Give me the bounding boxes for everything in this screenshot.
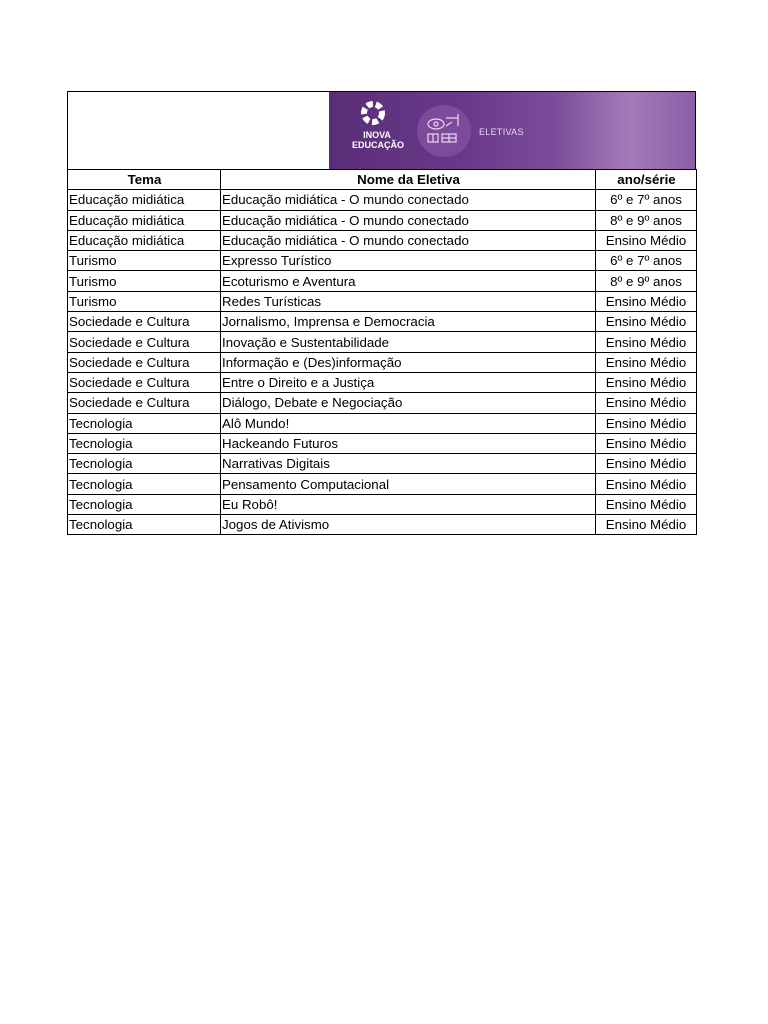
table-row [68,230,697,250]
spreadsheet [67,91,696,535]
inova-ring-icon [360,100,386,126]
cell-nome-da-eletiva: Inovação e Sustentabilidade [221,332,596,352]
cell-ano-serie: Ensino Médio [596,515,697,535]
table-row [68,393,697,413]
cell-ano-serie: Ensino Médio [596,474,697,494]
cell-tema: Educação midiática [68,210,221,230]
cell-ano-serie: Ensino Médio [596,332,697,352]
cell-nome-da-eletiva: Educação midiática - O mundo conectado [221,210,596,230]
table-row [68,271,697,291]
cell-nome-da-eletiva: Informação e (Des)informação [221,352,596,372]
cell-nome-da-eletiva: Diálogo, Debate e Negociação [221,393,596,413]
table-row [68,210,697,230]
cell-tema: Sociedade e Cultura [68,393,221,413]
cell-tema: Sociedade e Cultura [68,352,221,372]
cell-nome-da-eletiva: Ecoturismo e Aventura [221,271,596,291]
table-row [68,474,697,494]
cell-nome-da-eletiva: Educação midiática - O mundo conectado [221,190,596,210]
cell-ano-serie: Ensino Médio [596,352,697,372]
cell-tema: Turismo [68,251,221,271]
cell-nome-da-eletiva: Expresso Turístico [221,251,596,271]
cell-ano-serie: Ensino Médio [596,494,697,514]
table-row [68,372,697,392]
table-row [68,312,697,332]
cell-ano-serie: Ensino Médio [596,433,697,453]
table-row [68,494,697,514]
cell-tema: Sociedade e Cultura [68,332,221,352]
cell-tema: Sociedade e Cultura [68,312,221,332]
cell-nome-da-eletiva: Narrativas Digitais [221,454,596,474]
cell-nome-da-eletiva: Jogos de Ativismo [221,515,596,535]
cell-ano-serie: Ensino Médio [596,393,697,413]
cell-tema: Tecnologia [68,433,221,453]
table-body [68,190,697,535]
cell-nome-da-eletiva: Hackeando Futuros [221,433,596,453]
cell-ano-serie: 8º e 9º anos [596,210,697,230]
cell-tema: Tecnologia [68,413,221,433]
header-banner [67,91,696,169]
cell-tema: Sociedade e Cultura [68,372,221,392]
eletivas-drawing-icon [422,112,466,150]
cell-tema: Tecnologia [68,494,221,514]
eletivas-badge [417,105,471,157]
cell-tema: Educação midiática [68,190,221,210]
table-row [68,190,697,210]
logo-line-1: INOVA [363,130,391,140]
cell-ano-serie: Ensino Médio [596,372,697,392]
table-row [68,352,697,372]
cell-tema: Tecnologia [68,454,221,474]
header-tema: Tema [68,170,221,190]
header-ano-serie: ano/série [596,170,697,190]
cell-tema: Tecnologia [68,515,221,535]
eletivas-table [67,169,697,535]
cell-nome-da-eletiva: Educação midiática - O mundo conectado [221,230,596,250]
cell-ano-serie: Ensino Médio [596,454,697,474]
cell-nome-da-eletiva: Redes Turísticas [221,291,596,311]
cell-nome-da-eletiva: Entre o Direito e a Justiça [221,372,596,392]
eletivas-label: ELETIVAS [479,127,524,137]
cell-ano-serie: Ensino Médio [596,230,697,250]
table-row [68,454,697,474]
cell-nome-da-eletiva: Eu Robô! [221,494,596,514]
table-row [68,515,697,535]
cell-ano-serie: 8º e 9º anos [596,271,697,291]
table-row [68,413,697,433]
cell-ano-serie: Ensino Médio [596,413,697,433]
cell-ano-serie: 6º e 7º anos [596,251,697,271]
table-row [68,433,697,453]
table-row [68,251,697,271]
cell-tema: Educação midiática [68,230,221,250]
cell-nome-da-eletiva: Pensamento Computacional [221,474,596,494]
cell-tema: Turismo [68,291,221,311]
cell-tema: Turismo [68,271,221,291]
cell-ano-serie: Ensino Médio [596,291,697,311]
table-header-row [68,170,697,190]
logo-line-2: EDUCAÇÃO [352,140,405,150]
table-row [68,291,697,311]
cell-ano-serie: Ensino Médio [596,312,697,332]
cell-tema: Tecnologia [68,474,221,494]
header-nome-da-eletiva: Nome da Eletiva [221,170,596,190]
cell-nome-da-eletiva: Jornalismo, Imprensa e Democracia [221,312,596,332]
cell-ano-serie: 6º e 7º anos [596,190,697,210]
table-row [68,332,697,352]
inova-educacao-banner-image [329,92,695,169]
cell-nome-da-eletiva: Alô Mundo! [221,413,596,433]
